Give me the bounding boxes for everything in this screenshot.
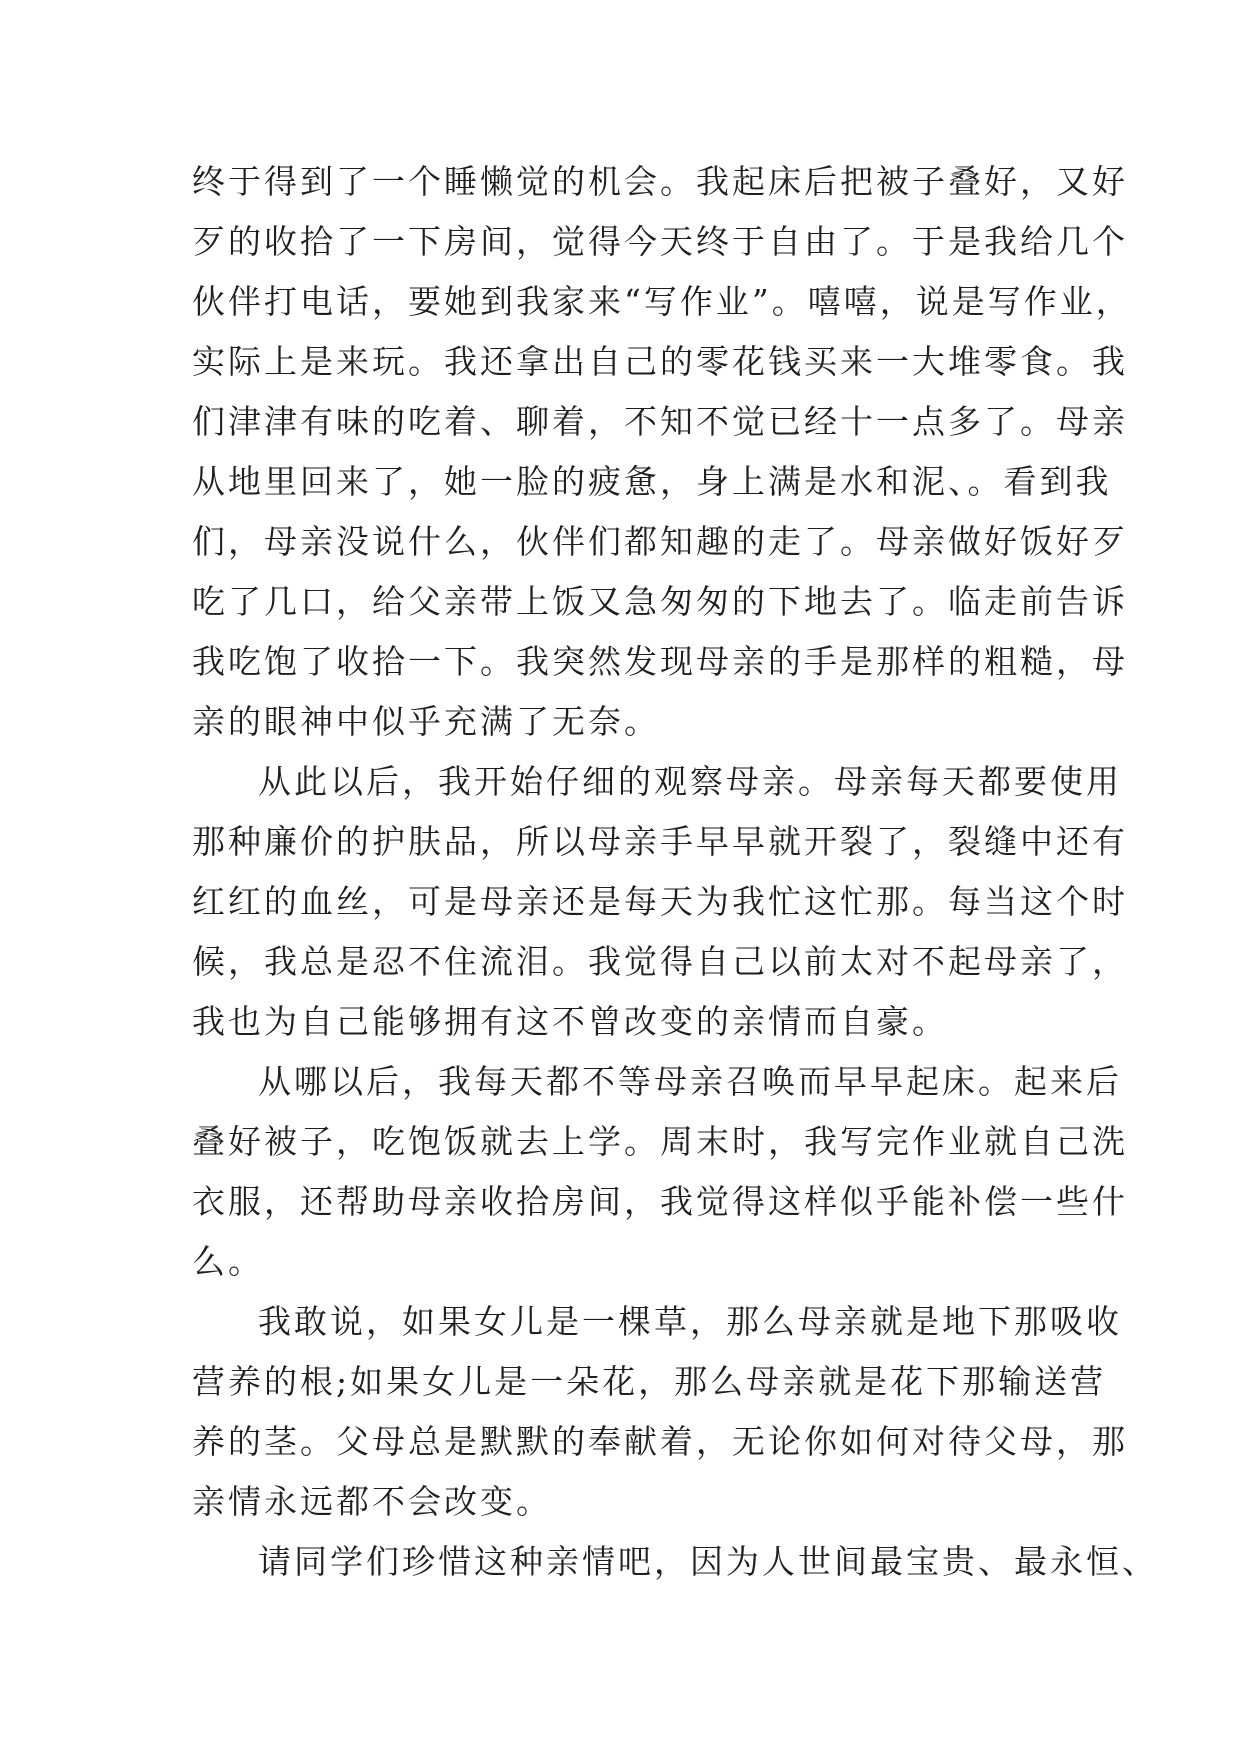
text-line: 伙伴打电话，要她到我家来“写作业”。嘻嘻，说是写作业， xyxy=(192,282,1132,321)
text-line: 么。 xyxy=(192,1242,264,1281)
text-line: 们，母亲没说什么，伙伴们都知趣的走了。母亲做好饭好歹 xyxy=(192,522,1128,561)
text-line: 那种廉价的护肤品，所以母亲手早早就开裂了，裂缝中还有 xyxy=(192,822,1128,861)
text-line: 候，我总是忍不住流泪。我觉得自己以前太对不起母亲了， xyxy=(192,942,1128,981)
text-line: 衣服，还帮助母亲收拾房间，我觉得这样似乎能补偿一些什 xyxy=(192,1182,1128,1221)
text-line: 亲情永远都不会改变。 xyxy=(192,1482,552,1521)
document-body xyxy=(192,152,1158,1592)
text-line: 从地里回来了，她一脸的疲惫，身上满是水和泥、。看到我 xyxy=(192,462,1112,501)
text-line: 红红的血丝，可是母亲还是每天为我忙这忙那。每当这个时 xyxy=(192,882,1128,921)
text-line: 歹的收拾了一下房间，觉得今天终于自由了。于是我给几个 xyxy=(192,222,1128,261)
text-line: 叠好被子，吃饱饭就去上学。周末时，我写完作业就自己洗 xyxy=(192,1122,1128,1161)
text-line: 亲的眼神中似乎充满了无奈。 xyxy=(192,702,660,741)
paragraph-first-line: 从此以后，我开始仔细的观察母亲。母亲每天都要使用 xyxy=(258,762,1122,801)
paragraph-first-line: 我敢说，如果女儿是一棵草，那么母亲就是地下那吸收 xyxy=(258,1302,1122,1341)
text-line: 我也为自己能够拥有这不曾改变的亲情而自豪。 xyxy=(192,1002,948,1041)
text-line: 吃了几口，给父亲带上饭又急匆匆的下地去了。临走前告诉 xyxy=(192,582,1128,621)
paragraph-first-line: 从哪以后，我每天都不等母亲召唤而早早起床。起来后 xyxy=(258,1062,1122,1101)
text-line: 终于得到了一个睡懒觉的机会。我起床后把被子叠好，又好 xyxy=(192,162,1128,201)
text-line: 养的茎。父母总是默默的奉献着，无论你如何对待父母，那 xyxy=(192,1422,1128,1461)
text-line: 我吃饱了收拾一下。我突然发现母亲的手是那样的粗糙，母 xyxy=(192,642,1128,681)
text-line: 实际上是来玩。我还拿出自己的零花钱买来一大堆零食。我 xyxy=(192,342,1128,381)
paragraph-first-line: 请同学们珍惜这种亲情吧，因为人世间最宝贵、最永恒、 xyxy=(258,1542,1158,1581)
text-line: 们津津有味的吃着、聊着，不知不觉已经十一点多了。母亲 xyxy=(192,402,1128,441)
text-line: 营养的根;如果女儿是一朵花，那么母亲就是花下那输送营 xyxy=(192,1362,1107,1401)
